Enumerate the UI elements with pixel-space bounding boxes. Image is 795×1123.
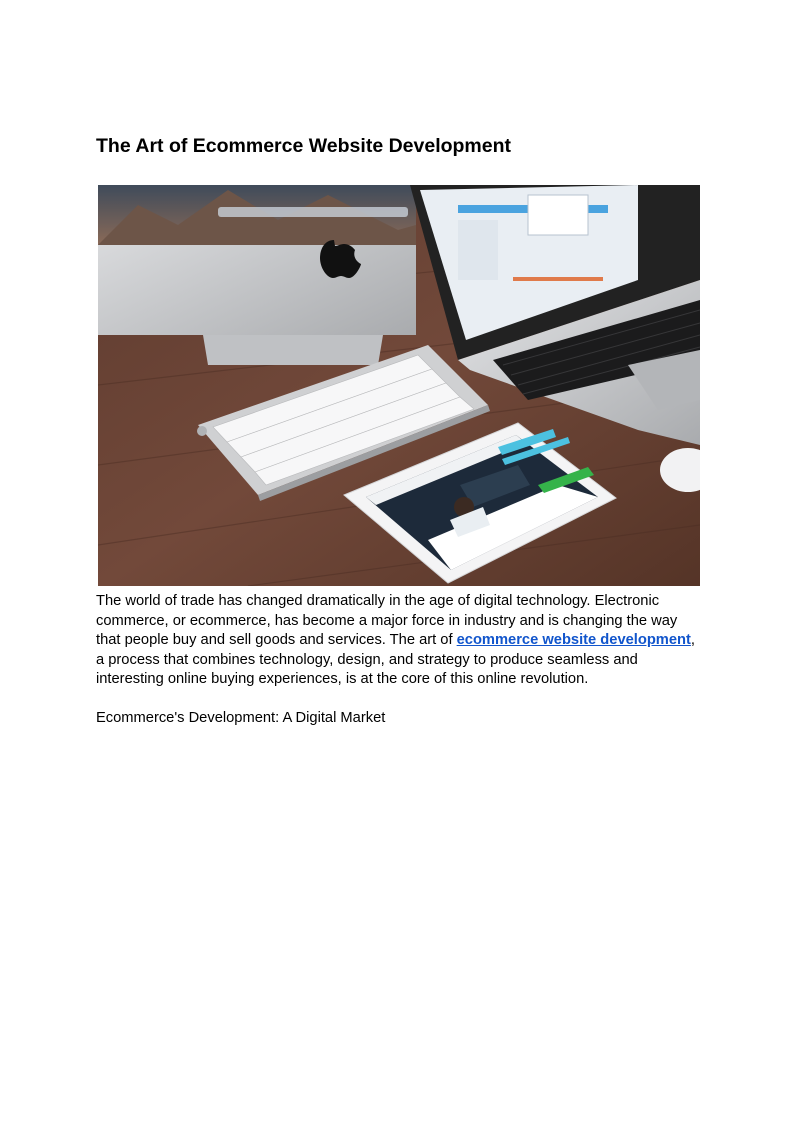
intro-paragraph — [96, 592, 700, 690]
intro-text-start: The world of trade has changed dramatically in the age of digital technology. Electronic commerce, or ecommerce, has become a major force in industry and is changing the way that people buy and sell goods and services. The art of — [96, 593, 678, 648]
hero-image — [98, 185, 700, 586]
section-heading: Ecommerce's Development: A Digital Market — [96, 710, 386, 726]
ecommerce-development-link[interactable]: ecommerce website development — [456, 632, 691, 648]
intro-text-end: , a process that combines technology, design, and strategy to produce seamless and interesting online buying experiences, is at the core of this online revolution. — [96, 632, 695, 687]
document-title: The Art of Ecommerce Website Development — [96, 135, 512, 157]
